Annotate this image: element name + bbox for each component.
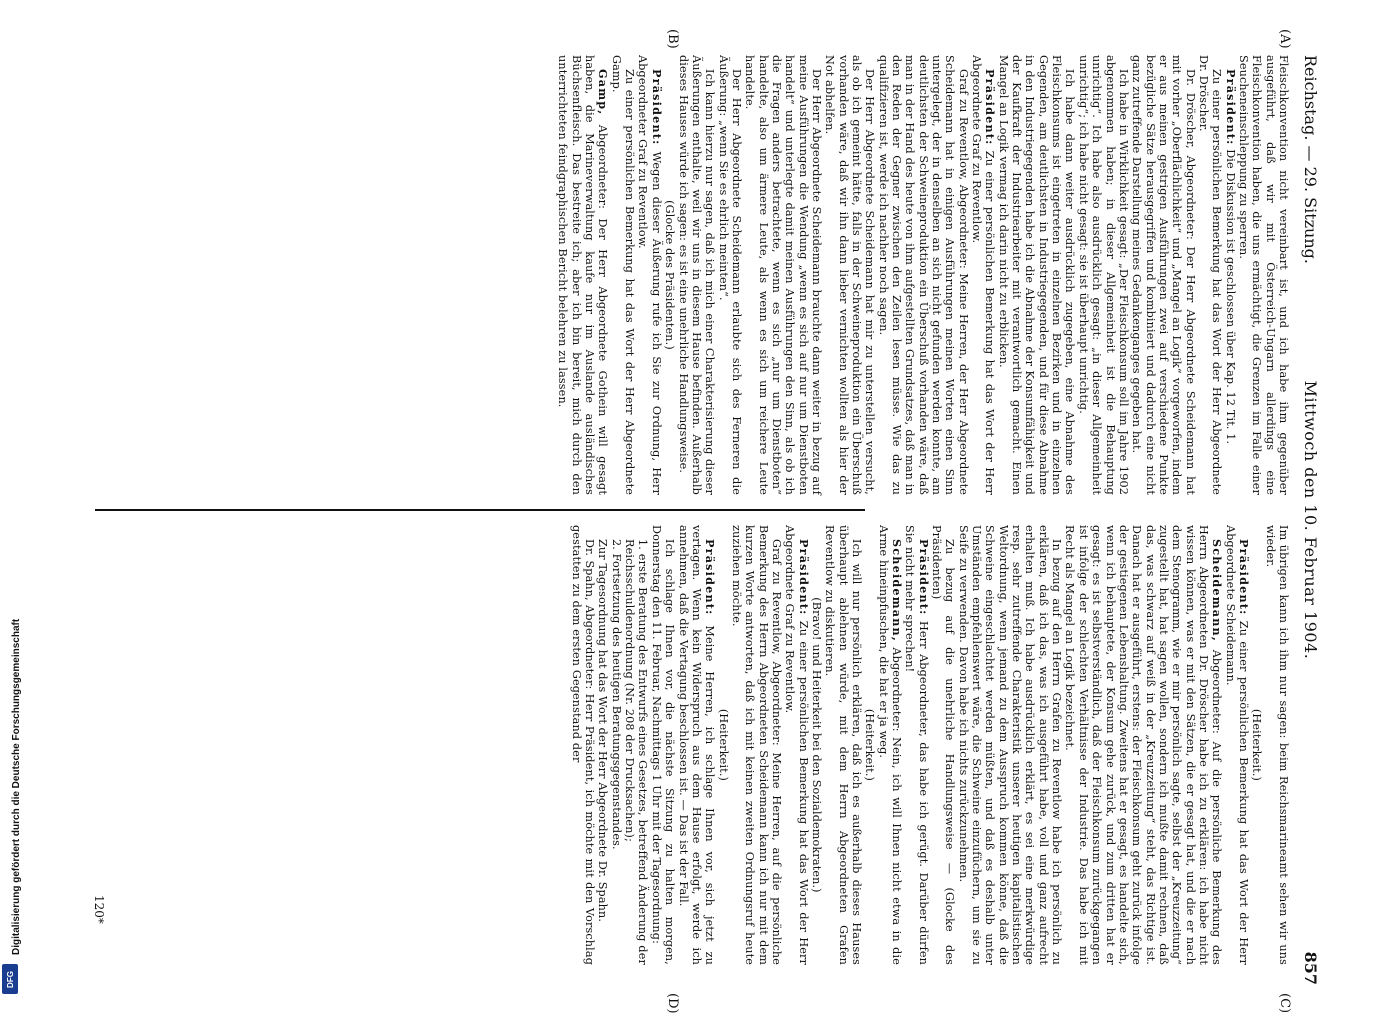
paragraph — [676, 525, 716, 965]
paragraph-text: Herr Abgeordneter, das habe ich gerügt. Darüber dürfen Sie nicht mehr sprechen! — [903, 525, 930, 965]
paragraph-text: Ich will nur persönlich erklären, daß ich es außerhalb dieses Hauses überhaupt ablehnen würde, mit dem Herrn Abgeordneten Grafen Reventlow zu diskutieren. — [823, 525, 863, 965]
paragraph-text: 2. Fortsetzung des heutigen Beratungsgegenstandes. — [609, 539, 623, 850]
paragraph-text: Graf zu Reventlow, Abgeordneter: Meine Herren, der Herr Abgeordnete Scheidemann hat in einigen Ausführungen meinen Worten einen Sinn untergelegt, der in denselben an sich nicht gefunden werden konnte, am deutlichsten der Schweineproduktion ein Überschuß vorhanden wäre, daß man in der Hand des heute von ihm aufgestellten Grundsatzes, daß man in den Reden der Gegner zwischen den Zeilen lesen müsse. Wie das zu qualifizieren ist, werde ich nachher noch sagen. — [876, 55, 970, 495]
margin-marker-b: (B) — [665, 29, 680, 49]
paragraph-text: Dr. Dröscher, Abgeordneter: Der Herr Abgeordnete Scheidemann hat mit vorher „Oberflächlichkeit“ und „Mangel an Logik“ vorgeworfen, indem er aus meinen gestrigen Ausführungen zwei auf verschiedene Punkte bezügliche Sätze herausgegriffen und kombiniert und dadurch eine nicht ganz zutreffende Darstellung meines Gedankenganges gegeben hat. — [1130, 55, 1197, 495]
paragraph-text: Zur Tagesordnung hat das Wort der Herr Abgeordnete Dr. Spahn. — [596, 539, 610, 923]
paragraph — [716, 525, 729, 965]
paragraph — [569, 525, 596, 965]
funding-note: Digitalisierung gefördert durch die Deutsche Forschungsgemeinschaft — [11, 618, 22, 955]
paragraph-text: Der Herr Abgeordnete Scheidemann erlaubte sich des Ferneren die Äußerung: „wenn Sie es ehrlich meinten“. — [716, 55, 743, 495]
paragraph-text: Der Herr Abgeordnete Scheidemann brauchte dann weiter in bezug auf meine Ausführungen die Wendung „wenn es sich auf nur um Dienstboten handelt“ und unterlegte damit meinen Ausführungen den Sinn, als ob ich die Fragen anders betrachtete, wenn es sich „nur um Dienstboten“ handelte, also um ärmere Leute, als wenn es sich um reichere Leute handelte. — [743, 55, 823, 495]
speaker-name: Präsident: — [1223, 69, 1238, 146]
newspaper-page — [90, 29, 1320, 1014]
speaker-name: Präsident: — [796, 539, 811, 616]
paragraph — [810, 525, 823, 965]
paragraph — [609, 525, 622, 965]
paragraph-text: Ich habe dann weiter ausdrücklich zugegeben, eine Abnahme des Fleischkonsums ist eingetreten in einzelnen Bezirken und in einzelnen Gegenden, am deutlichsten in Industriegegenden, und für diese Abnahme in den Industriegegenden habe ich die Abnahme der Konsumfähigkeit und der Kaufkraft der Industriearbeiter mit verantwortlich gemacht. Einen Mangel an Logik vermag ich darin nicht zu erblicken. — [996, 55, 1077, 495]
margin-marker-d: (D) — [665, 993, 680, 1014]
paragraph — [1250, 525, 1263, 965]
paragraph — [663, 55, 676, 495]
paragraph — [623, 525, 650, 965]
speaker-name: Scheidemann, — [890, 539, 905, 642]
paragraph — [970, 55, 997, 495]
paragraph — [783, 525, 810, 965]
paragraph — [903, 525, 930, 965]
page-reference: 120* — [92, 895, 106, 924]
paragraph — [1077, 55, 1130, 495]
dfg-logo: DFG — [2, 964, 18, 994]
left-column — [556, 55, 1290, 495]
paragraph — [1063, 525, 1223, 965]
speaker-name: Präsident: — [983, 69, 998, 146]
paragraph — [556, 55, 609, 495]
funding-strip — [0, 0, 22, 1000]
paragraph — [1237, 55, 1290, 495]
paragraph-text: Graf zu Reventlow, Abgeordneter: Meine Herren, auf die persönliche Bemerkung des Herrn Abgeordneten Scheidemann kann ich nur mit dem kurzen Worte antworten, daß ich mit keinen zweiten Ordnungsruf heute zuziehen möchte. — [729, 525, 783, 965]
paragraph-text: Abgeordneter: Auf die persönliche Bemerkung des Herrn Abgeordneten Dr. Dröscher habe ich zu erklären: ich habe nicht wissen können, was er mit den Sätzen, die er gesagt hat, und die er nach dem Stenogramm, wie er mir persönlich sagte, selbst der „Kreuzzeitung“ zugestellt hat, hat sagen wollen, sondern ich mußte damit rechnen, daß das, was schwarz auf weiß in der „Kreuzzeitung“ steht, das Richtige ist. Danach hat er ausgeführt, erstens: der Fleischkonsum geht zurück infolge der gestiegenen Lebenshaltung. Zweitens hat er gesagt, es handelte sich, wenn ich behauptete, der Konsum gehe zurück, und zum dritten hat er gesagt: es ist selbstverständlich, daß der Fleischkonsum zurückgegangen ist infolge der schlechten Verhältnisse der Industrie. Das habe ich mit Recht als Mangel an Logik bezeichnet. — [1063, 525, 1224, 965]
paragraph-text: Abgeordneter: Der Herr Abgeordnete Gothein will gesagt haben, die Marineverwaltung kaufe nur im Auslande ausländisches Büchsenfleisch. Das bestreite ich; aber ich bin bereit, mich durch den unterrichteten feindgraphischen Bericht belehren zu lassen. — [556, 55, 610, 495]
paragraph — [596, 525, 609, 965]
paragraph-text: Zu einer persönlichen Bemerkung hat das Wort der Herr Abgeordnete Dr. Dröscher. — [1196, 55, 1224, 495]
paragraph-text: (Bravo! und Heiterkeit bei den Sozialdemokraten.) — [809, 597, 823, 893]
paragraph-text: Dr. Spahn, Abgeordneter: Herr Präsident, ich möchte mit den Vorschlag gestatten zu dem ersten Gegenstand der — [569, 525, 597, 965]
paragraph-text: Wegen dieser Äußerung rufe ich Sie zur Ordnung, Herr Abgeordneter Graf zu Reventlow. — [636, 55, 663, 495]
paragraph-text: Im übrigen kann ich ihm nur sagen: beim Reichsmarineamt sehen wir uns wieder. — [1263, 525, 1290, 965]
paragraph-text: Abgeordneter: Nein, ich will Ihnen nicht etwa in die Arme hineinpfuschen, die hat er ja weg. — [876, 525, 904, 965]
paragraph-text: Ich habe in Wirklichkeit gesagt: „Der Fleischkonsum soll im Jahre 1902 abgenommen haben; in dieser Allgemeinheit ist die Behauptung unrichtig“. Ich habe also ausdrücklich gesagt: „in dieser Allgemeinheit unrichtig“; ich habe nicht gesagt: sie ist überhaupt unrichtig. — [1076, 55, 1130, 495]
paragraph-text: Ich kann hierzu nur sagen, daß ich mich einer Charakterisierung dieser Äußerungen enthalte, weil wir uns in diesem Hause befinden. Außerhalb dieses Hauses würde ich sagen: es ist eine unehrliche Handlungsweise. — [676, 55, 717, 495]
header-session: Reichstag. — 29. Sitzung. — [1301, 55, 1320, 264]
paragraph-text: Fleischkonvention nicht vereinbart ist, und ich habe ihm gegenüber ausgeführt, daß wir mit Österreich-Ungarn allerdings eine Fleischkonvention haben, die uns ermächtigt, die Grenzen im Falle einer Seucheneinschleppung zu sperren. — [1236, 55, 1290, 495]
paragraph — [930, 525, 957, 965]
paragraph-text: Der Herr Abgeordnete Scheidemann hat mir zu unterstellen versucht, als ob ich gemeint hätte, falls in der Schweineproduktion ein Überschuß vorhanden wäre, daß wir ihn dann lieber vernichten wollten als hier der Not abhelfen. — [823, 55, 877, 495]
speaker-name: Präsident: — [703, 539, 718, 616]
paragraph-text: 1. erste Beratung des Entwurfs eines Gesetzes, betreffend Änderung der Reichsschuldenordnung (Nr. 208 der Drucksachen); — [623, 539, 650, 965]
speaker-name: Präsident: — [916, 539, 931, 616]
margin-marker-a: (A) — [1277, 29, 1292, 49]
paragraph — [1223, 55, 1236, 495]
paragraph-text: In bezug auf den Herrn Grafen zu Reventlow habe ich persönlich zu erklären, daß ich das, was ich ausgeführt habe, voll und ganz aufrecht erhalten muß. Ich habe ausdrücklich erklärt, es sei eine merkwürdige resp. sehr zutreffende Charakteristik unserer heutigen kapitalistischen Weltordnung, wenn jemand zu dem Ausspruch kommen könne, daß die Schweine eingeschlachtet werden müßten, und daß es deshalb unter Umständen empfehlenswert wäre, die Schweine einzufüchern, um sie zu Seife zu verwenden. Davon habe ich nichts zurückzunehmen. — [956, 525, 1064, 965]
paragraph — [1223, 525, 1250, 965]
speaker-name: Scheidemann, — [1210, 539, 1225, 642]
paragraph — [1263, 525, 1290, 965]
paragraph — [1130, 55, 1197, 495]
paragraph — [730, 525, 783, 965]
paragraph-text: Zu einer persönlichen Bemerkung hat das Wort der Herr Abgeordnete Graf zu Reventlow. — [970, 55, 997, 495]
paragraph-text: (Heiterkeit.) — [716, 708, 730, 782]
paragraph-text: Meine Herren, ich schlage Ihnen vor, sich jetzt zu vertagen. Wenn kein Widerspruch aus dem Hause erfolgt, werde ich annehmen, daß die Vertagung beschlossen ist. — Das ist der Fall. — [676, 525, 717, 965]
paragraph — [676, 55, 716, 495]
paragraph — [876, 55, 969, 495]
paragraph — [650, 525, 677, 965]
paragraph — [876, 525, 903, 965]
paragraph-text: Zu einer persönlichen Bemerkung hat das Wort der Herr Abgeordnete Graf zu Reventlow. — [783, 525, 810, 965]
paragraph-text: Die Diskussion ist geschlossen über Kap. 12 Tit. 1. — [1223, 145, 1237, 445]
speaker-name: Präsident: — [1236, 539, 1251, 616]
paragraph-text: (Heiterkeit.) — [1250, 708, 1264, 782]
paragraph-text: Zu einer persönlichen Bemerkung hat das Wort der Herr Abgeordnete Scheidemann. — [1223, 525, 1250, 965]
right-column — [569, 525, 1290, 965]
paragraph — [823, 525, 863, 965]
speaker-name: Präsident: — [649, 69, 664, 146]
paragraph — [1197, 55, 1224, 495]
paragraph — [636, 55, 663, 495]
header-date: Mittwoch den 10. Februar 1904. — [1301, 380, 1320, 660]
paragraph-text: Ich schlage Ihnen vor, die nächste Sitzung zu halten morgen, Donnerstag den 11. Februar, Nachmittags 1 Uhr mit der Tagesordnung: — [649, 525, 677, 965]
paragraph — [609, 55, 636, 495]
paragraph — [863, 525, 876, 965]
paragraph-text: (Heiterkeit.) — [863, 708, 877, 782]
paragraph-text: Zu bezug auf die unehrliche Handlungsweise — (Glocke des Präsidenten) — [930, 525, 957, 965]
paragraph — [996, 55, 1076, 495]
paragraph — [716, 55, 743, 495]
paragraph — [823, 55, 876, 495]
paragraph — [956, 525, 1063, 965]
margin-marker-c: (C) — [1277, 993, 1292, 1014]
paragraph-text: (Glocke des Präsidenten.) — [663, 200, 677, 350]
header-page-number: 857 — [1301, 951, 1320, 985]
speaker-name: Gamp, — [596, 69, 611, 116]
column-divider — [95, 509, 865, 511]
paragraph-text: Zu einer persönlichen Bemerkung hat das Wort der Herr Abgeordnete Gamp. — [609, 55, 637, 495]
page-header — [1294, 55, 1320, 985]
paragraph — [743, 55, 823, 495]
